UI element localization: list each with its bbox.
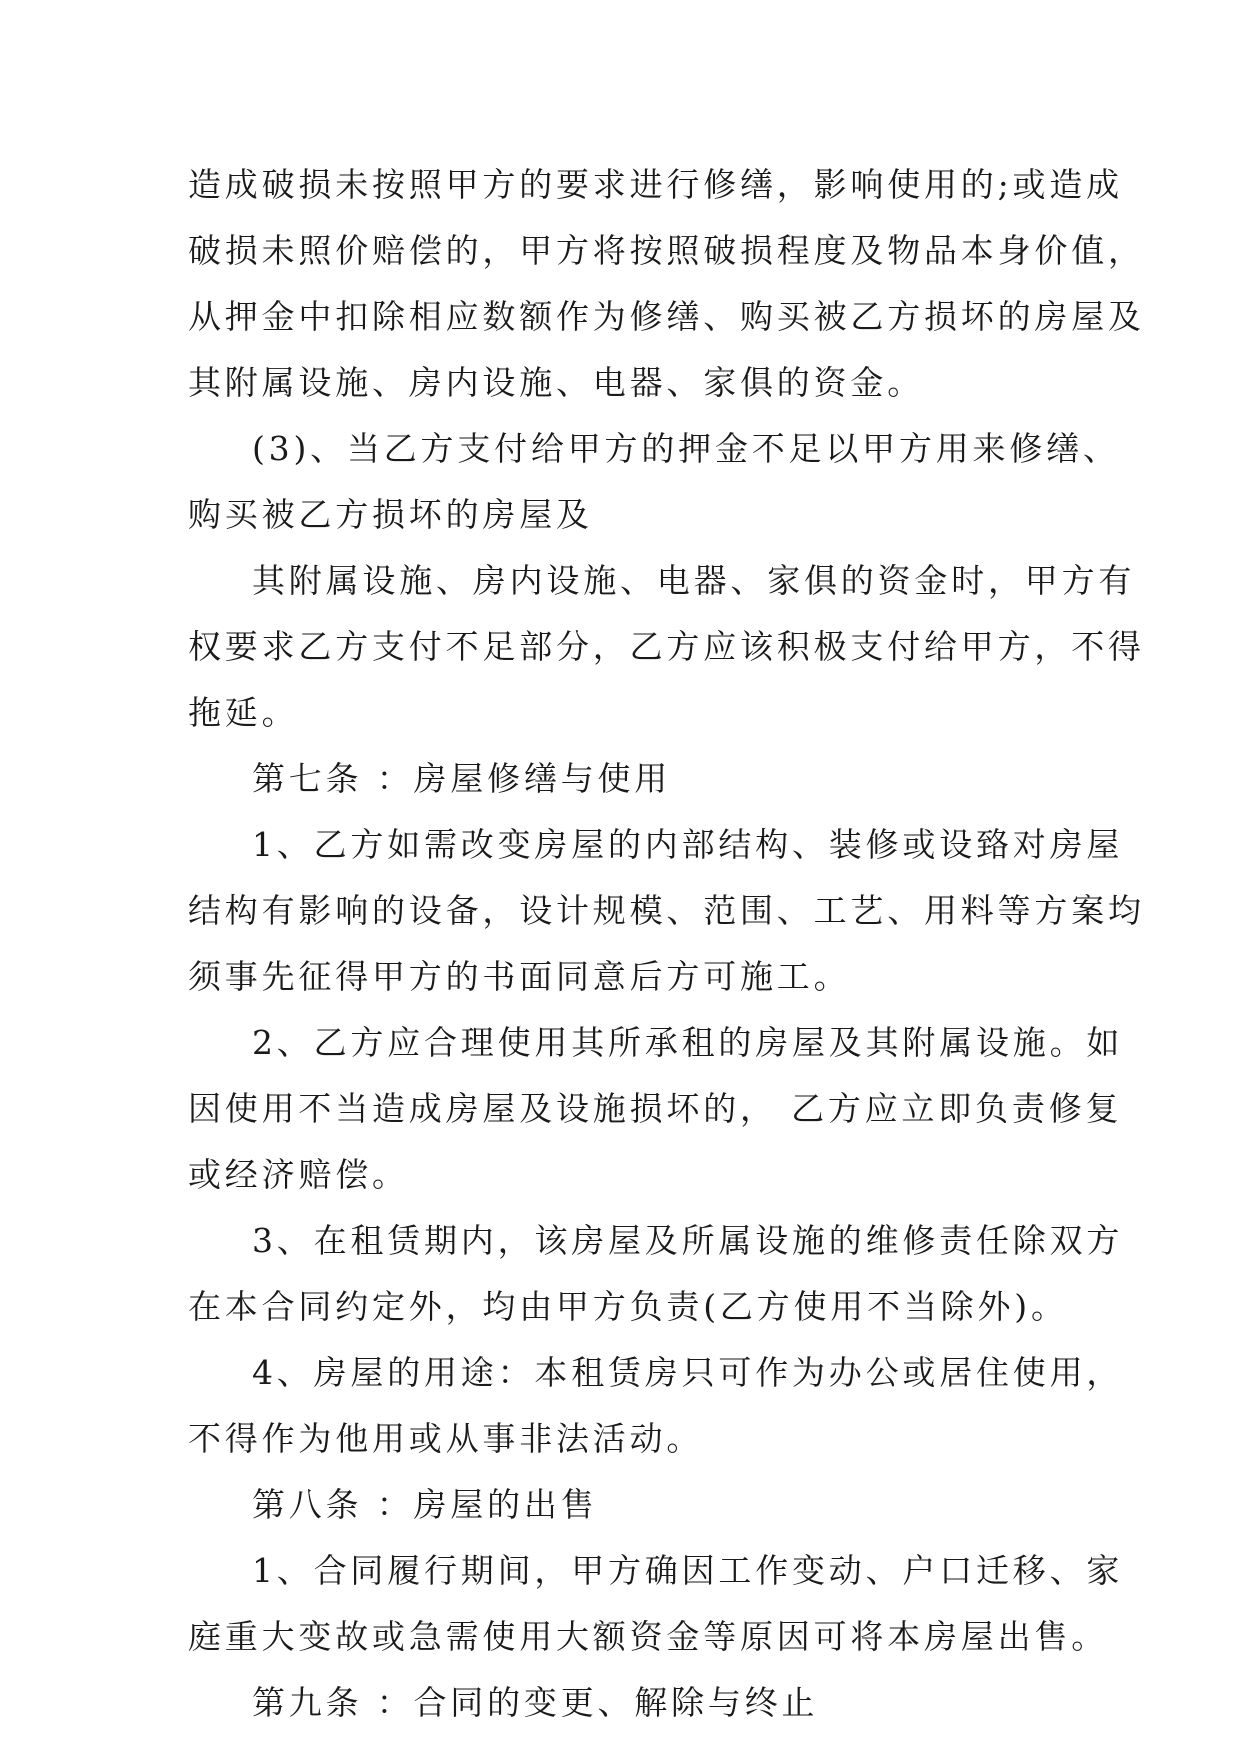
section-heading: 第七条 ：房屋修缮与使用	[252, 759, 672, 798]
text-line: 购买被乙方损坏的房屋及	[188, 495, 593, 534]
text-line: 2、乙方应合理使用其所承租的房屋及其附属设施。如	[252, 1023, 1124, 1062]
text-line: 破损未照价赔偿的，甲方将按照破损程度及物品本身价值，	[188, 231, 1145, 270]
text-line: 庭重大变故或急需使用大额资金等原因可将本房屋出售。	[188, 1617, 1108, 1656]
text-line: 1、乙方如需改变房屋的内部结构、装修或设臵对房屋	[252, 825, 1124, 864]
text-line: 须事先征得甲方的书面同意后方可施工。	[188, 957, 851, 996]
text-line: 其附属设施、房内设施、电器、家俱的资金。	[188, 363, 924, 402]
text-line: 3、在租赁期内，该房屋及所属设施的维修责任除双方	[252, 1221, 1124, 1260]
text-line: 拖延。	[188, 693, 299, 732]
text-line: 因使用不当造成房屋及设施损坏的， 乙方应立即负责修复	[188, 1089, 1123, 1128]
text-line: 权要求乙方支付不足部分，乙方应该积极支付给甲方，不得	[188, 627, 1145, 666]
text-line: 4、房屋的用途：本租赁房只可作为办公或居住使用，	[252, 1353, 1124, 1392]
text-line: 造成破损未按照甲方的要求进行修缮，影响使用的;或造成	[188, 165, 1123, 204]
text-line: (3)、当乙方支付给甲方的押金不足以甲方用来修缮、	[252, 429, 1120, 468]
text-line: 不得作为他用或从事非法活动。	[188, 1419, 704, 1458]
text-line: 或经济赔偿。	[188, 1155, 409, 1194]
section-heading: 第八条 ：房屋的出售	[252, 1485, 598, 1524]
section-heading: 第九条 ：合同的变更、解除与终止	[252, 1683, 819, 1722]
text-line: 1、合同履行期间，甲方确因工作变动、户口迁移、家	[252, 1551, 1124, 1590]
text-line: 从押金中扣除相应数额作为修缮、购买被乙方损坏的房屋及	[188, 297, 1145, 336]
text-line: 在本合同约定外，均由甲方负责(乙方使用不当除外)。	[188, 1287, 1068, 1326]
text-line: 结构有影响的设备，设计规模、范围、工艺、用料等方案均	[188, 891, 1145, 930]
text-line: 其附属设施、房内设施、电器、家俱的资金时，甲方有	[252, 561, 1136, 600]
